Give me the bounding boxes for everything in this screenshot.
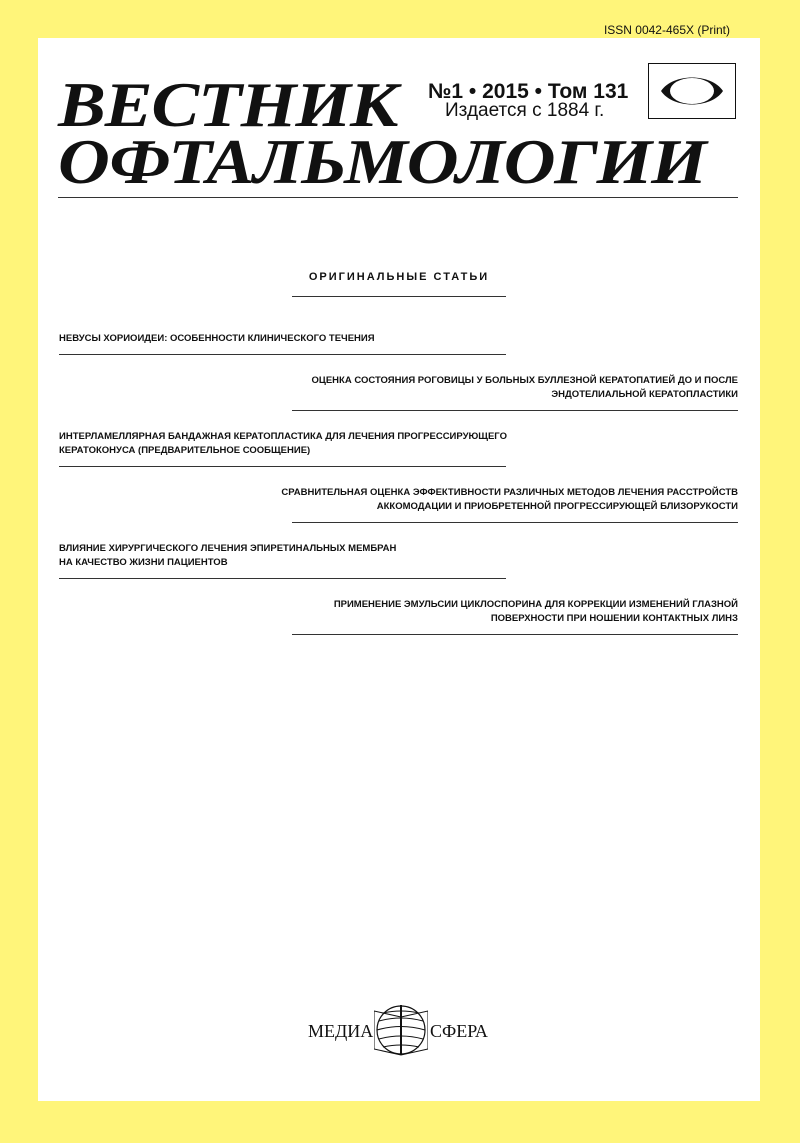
masthead-rule — [58, 197, 738, 198]
cover-page — [38, 38, 760, 1101]
section-rule — [292, 296, 506, 297]
article-6-line1: ПРИМЕНЕНИЕ ЭМУЛЬСИИ ЦИКЛОСПОРИНА ДЛЯ КОРРЕКЦИИ ИЗМЕНЕНИЙ ГЛАЗНОЙ — [333, 599, 738, 610]
issue-info: №1 • 2015 • Том 131 — [428, 80, 629, 103]
publisher-name-right: СФЕРА — [430, 1021, 488, 1041]
section-title: ОРИГИНАЛЬНЫЕ СТАТЬИ — [308, 271, 490, 283]
founded-info: Издается с 1884 г. — [445, 100, 605, 121]
article-title-4 — [281, 486, 738, 513]
article-title-3 — [59, 430, 507, 457]
article-title-5 — [59, 542, 396, 569]
article-rule-4 — [292, 522, 738, 523]
publisher-name-left: МЕДИА — [308, 1021, 374, 1041]
eye-icon — [659, 71, 725, 111]
publisher-logo — [308, 1003, 498, 1057]
article-6-line2: ПОВЕРХНОСТИ ПРИ НОШЕНИИ КОНТАКТНЫХ ЛИНЗ — [490, 612, 738, 624]
journal-title-line1: ВЕСТНИК — [58, 69, 398, 140]
article-rule-1 — [59, 354, 506, 355]
article-1-line1: НЕВУСЫ ХОРИОИДЕИ: ОСОБЕННОСТИ КЛИНИЧЕСКОГО ТЕЧЕНИЯ — [59, 333, 375, 344]
article-3-line1: ИНТЕРЛАМЕЛЛЯРНАЯ БАНДАЖНАЯ КЕРАТОПЛАСТИКА ДЛЯ ЛЕЧЕНИЯ ПРОГРЕССИРУЮЩЕГО — [59, 431, 507, 442]
article-rule-3 — [59, 466, 506, 467]
article-3-line2: КЕРАТОКОНУСА (ПРЕДВАРИТЕЛЬНОЕ СООБЩЕНИЕ) — [59, 444, 311, 456]
article-title-1 — [59, 332, 375, 346]
journal-title-line2: ОФТАЛЬМОЛОГИИ — [58, 126, 706, 197]
article-4-line1: СРАВНИТЕЛЬНАЯ ОЦЕНКА ЭФФЕКТИВНОСТИ РАЗЛИЧНЫХ МЕТОДОВ ЛЕЧЕНИЯ РАССТРОЙСТВ — [281, 487, 738, 498]
article-rule-6 — [292, 634, 738, 635]
article-rule-2 — [292, 410, 738, 411]
article-title-2 — [312, 374, 738, 401]
article-title-6 — [334, 598, 738, 625]
eye-logo — [648, 63, 736, 119]
article-rule-5 — [59, 578, 506, 579]
article-4-line2: АККОМОДАЦИИ И ПРИОБРЕТЕННОЙ ПРОГРЕССИРУЮЩЕЙ БЛИЗОРУКОСТИ — [376, 500, 738, 512]
issn-print: ISSN 0042-465X (Print) — [603, 23, 730, 37]
article-2-line1: ОЦЕНКА СОСТОЯНИЯ РОГОВИЦЫ У БОЛЬНЫХ БУЛЛЕЗНОЙ КЕРАТОПАТИЕЙ ДО И ПОСЛЕ — [311, 375, 738, 386]
globe-book-icon — [374, 1003, 428, 1057]
article-5-line1: ВЛИЯНИЕ ХИРУРГИЧЕСКОГО ЛЕЧЕНИЯ ЭПИРЕТИНАЛЬНЫХ МЕМБРАН — [59, 543, 397, 554]
article-5-line2: НА КАЧЕСТВО ЖИЗНИ ПАЦИЕНТОВ — [59, 556, 228, 568]
article-2-line2: ЭНДОТЕЛИАЛЬНОЙ КЕРАТОПЛАСТИКИ — [551, 388, 738, 400]
